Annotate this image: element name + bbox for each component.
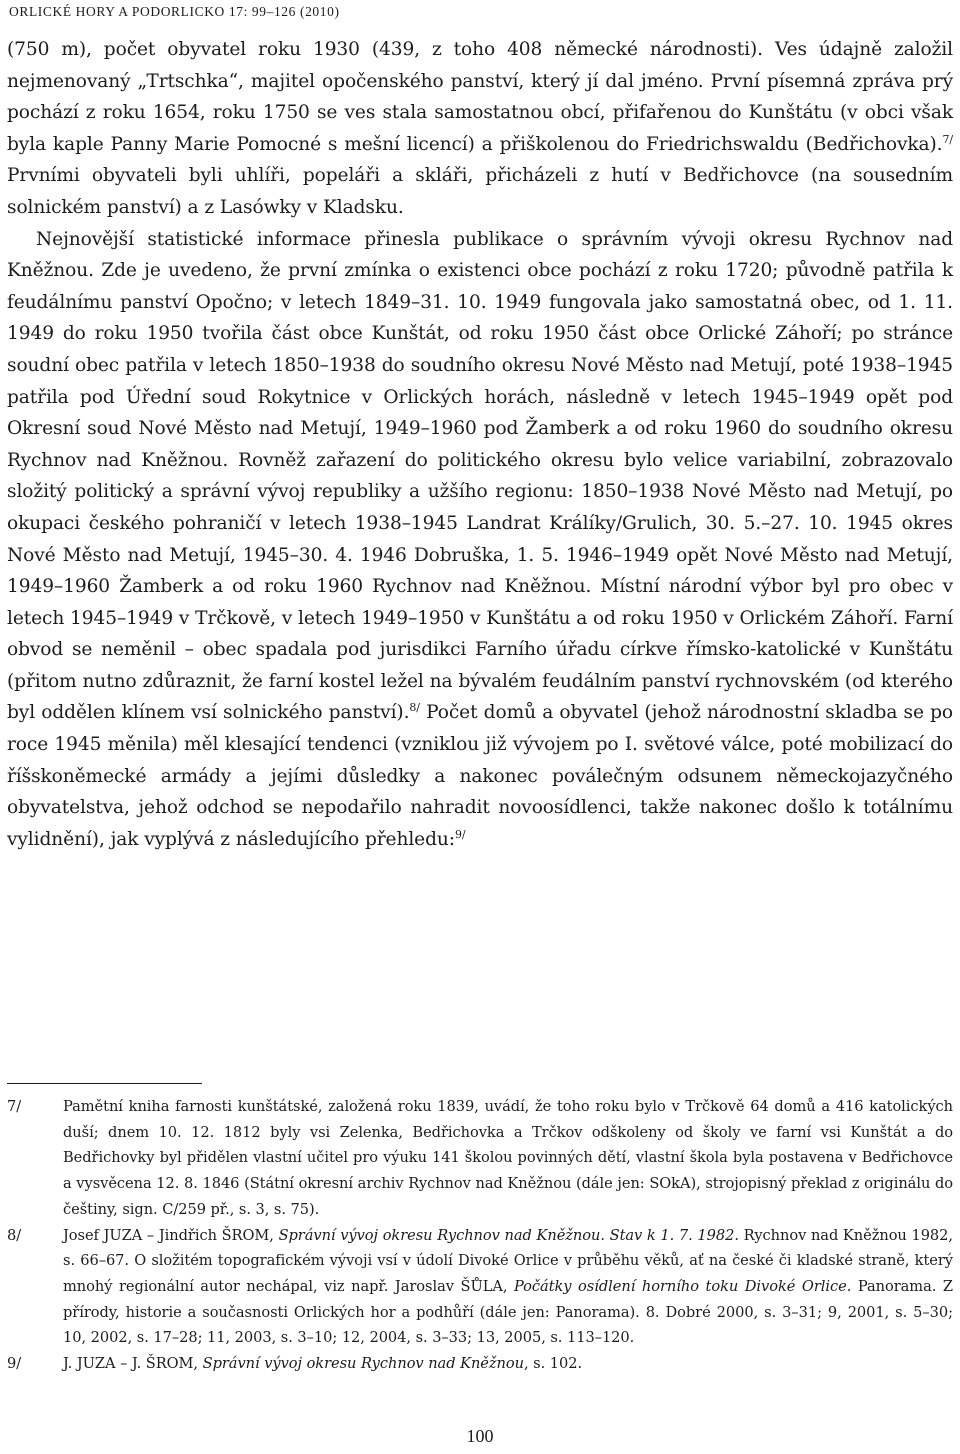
footnote-number: 9/ xyxy=(7,1355,22,1373)
footnote-text xyxy=(63,1351,953,1377)
footnote-text xyxy=(63,1223,953,1352)
footnote-reference: 9/ xyxy=(454,827,466,841)
text-run: , s. 102. xyxy=(523,1355,583,1373)
text-run: Pamětní kniha farnosti kunštátské, založená roku 1839, uvádí, že toho roku bylo v Trčkově 64 domů a 416 katolických duší; dnem 10. 12. 1812 byly vsi Zelenka, Bedřichovka a Trčkov odškoleny od školy ve farní vsi Kunštát a do Bedřichovky byl přidělen vlastní učitel pro výuku 141 školou povinných dětí, vlastní škola byla postavena v Bedřichovce a vysvěcena 12. 8. 1846 (Státní okresní archiv Rychnov nad Kněžnou (dále jen: SOkA), strojopisný překlad z originálu do češtiny, sign. C/259 př., s. 3, s. 75). xyxy=(63,1098,953,1218)
footnote xyxy=(7,1223,953,1352)
text-run: Prvními obyvateli byli uhlíři, popeláři a skláři, přicházeli z hutí v Bedřichovce (na sousedním solnickém panství) a z Lasówky v Kladsku. xyxy=(7,165,953,218)
footnotes xyxy=(7,1094,953,1377)
text-run: (750 m), počet obyvatel roku 1930 (439, z toho 408 německé národnosti). Ves údajně založil nejmenovaný „Trtschka“, majitel opočenského panství, který jí dal jméno. První písemná zpráva prý pochází z roku 1654, roku 1750 se ves stala samostatnou obcí, přifařenou do Kunštátu (v obci však byla kaple Panny Marie Pomocné s mešní licencí) a přiškolenou do Friedrichswaldu (Bedřichovka). xyxy=(7,39,953,155)
italic-title: Počátky osídlení horního toku Divoké Orlice. xyxy=(514,1277,852,1295)
italic-title: Správní vývoj okresu Rychnov nad Kněžnou xyxy=(202,1355,524,1373)
paragraph xyxy=(7,224,953,856)
italic-title: Správní vývoj okresu Rychnov nad Kněžnou. Stav k 1. 7. 1982. xyxy=(278,1226,739,1244)
running-header: ORLICKÉ HORY A PODORLICKO 17: 99–126 (2010) xyxy=(9,4,340,19)
footnote-number: 8/ xyxy=(7,1226,22,1244)
text-run: Rychnov nad Kněžnou 1982, s. 66–67. O složitém topografickém vývoji vsí v údolí Divoké Orlice v průběhu věků, ať na české či kladské straně, který mnohý regionální autor nechápal, viz např. Jaroslav ŠŮLA, xyxy=(63,1226,953,1295)
footnote xyxy=(7,1094,953,1223)
footnote-text xyxy=(63,1094,953,1223)
footnote-reference: 8/ xyxy=(409,701,420,715)
text-run: Nejnovější statistické informace přinesla publikace o správním vývoji okresu Rychnov nad Kněžnou. Zde je uvedeno, že první zmínka o existenci obce pochází z roku 1720; původně patřila k feudálnímu panství Opočno; v letech 1849–31. 10. 1949 fungovala jako samostatná obec, od 1. 11. 1949 do roku 1950 tvořila část obce Kunštát, od roku 1950 část obce Orlické Záhoří; po stránce soudní obec patřila v letech 1850–1938 do soudního okresu Nové Město nad Metují, poté 1938–1945 patřila pod Úřední soud Rokytnice v Orlických horách, následně v letech 1945–1949 opět pod Okresní soud Nové Město nad Metují, 1949–1960 pod Žamberk a od roku 1960 do soudního okresu Rychnov nad Kněžnou. Rovněž zařazení do politického okresu bylo velice variabilní, zobrazovalo složitý politický a správní vývoj republiky a užšího regionu: 1850–1938 Nové Město nad Metují, po okupaci českého pohraničí v letech 1938–1945 Landrat Králíky/Grulich, 30. 5.–27. 10. 1945 okres Nové Město nad Metují, 1945–30. 4. 1946 Dobruška, 1. 5. 1946–1949 opět Nové Město nad Metují, 1949–1960 Žamberk a od roku 1960 Rychnov nad Kněžnou. Místní národní výbor byl pro obec v letech 1945–1949 v Trčkově, v letech 1949–1950 v Kunštátu a od roku 1950 v Orlickém Záhoří. Farní obvod se neměnil – obec spadala pod jurisdikci Farního úřadu církve římsko-katolické v Kunštátu (přitom nutno zdůraznit, že farní kostel ležel na bývalém feudálním panství rychnovském (od kterého byl oddělen klínem vsí solnického panství). xyxy=(7,228,953,724)
main-text xyxy=(7,34,953,855)
footnote xyxy=(7,1351,953,1377)
text-run: Josef JUZA – Jindřich ŠROM, xyxy=(63,1226,279,1244)
text-run: Počet domů a obyvatel (jehož národnostní skladba se po roce 1945 měnila) měl klesající tendenci (vzniklou již vývojem po I. světové válce, poté mobilizací do říšskoněmecké armády a jejími důsledky a nakonec poválečným odsunem německojazyčného obyvatelstva, jehož odchod se nepodařilo nahradit novoosídlenci, takže nakonec došlo k totálnímu vylidnění), jak vyplývá z následujícího přehledu: xyxy=(7,702,954,850)
footnote-separator xyxy=(7,1083,202,1084)
text-run: J. JUZA – J. ŠROM, xyxy=(63,1355,203,1373)
footnote-number: 7/ xyxy=(7,1098,22,1115)
footnote-reference: 7/ xyxy=(942,132,953,146)
text-run: Panorama. Z přírody, historie a současnosti Orlických hor a podhůří (dále jen: Panorama). 8. Dobré 2000, s. 3–31; 9, 2001, s. 5–30; 10, 2002, s. 17–28; 11, 2003, s. 3–10; 12, 2004, s. 3–33; 13, 2005, s. 113–120. xyxy=(63,1277,953,1347)
paragraph xyxy=(7,34,953,224)
page-number: 100 xyxy=(466,1426,494,1446)
